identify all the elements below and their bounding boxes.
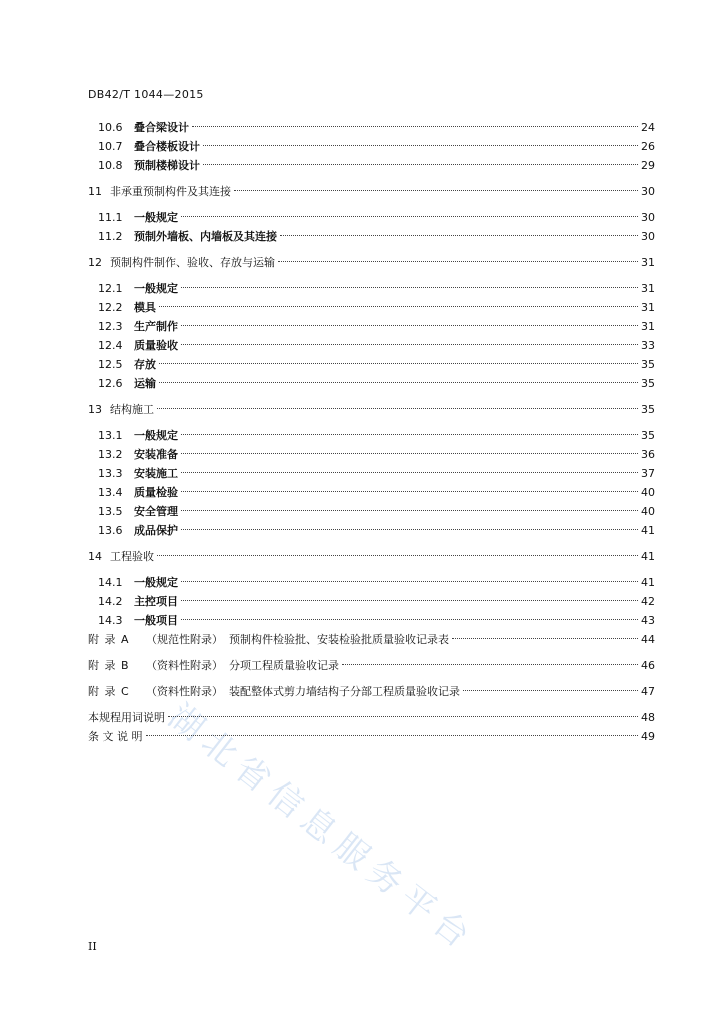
toc-entry-title: 质量验收 [134,339,178,352]
toc-dot-leader [159,363,638,364]
toc-entry-number: 13.4 [98,486,123,499]
toc-entry-title: 分项工程质量验收记录 [229,659,339,672]
toc-dot-leader [463,690,638,691]
toc-entry[interactable] [88,400,655,419]
toc-dot-leader [181,619,638,620]
toc-entry-title: 叠合楼板设计 [134,140,200,153]
toc-entry-title: 本规程用词说明 [88,711,165,724]
toc-entry-title: 一般项目 [134,614,178,627]
toc-entry[interactable] [88,727,655,746]
toc-entry-number: 12.2 [98,301,123,314]
table-of-contents [88,118,655,746]
toc-dot-leader [181,287,638,288]
toc-entry-number: 14.3 [98,614,123,627]
toc-entry[interactable] [88,708,655,727]
toc-entry-appendix-type: （资料性附录） [146,659,223,672]
toc-entry[interactable] [88,182,655,201]
toc-entry-page: 42 [641,595,655,608]
toc-entry-title: 成品保护 [134,524,178,537]
toc-entry-title: 安全管理 [134,505,178,518]
toc-dot-leader [181,216,638,217]
toc-entry-title: 主控项目 [134,595,178,608]
toc-entry-title: 结构施工 [110,403,154,416]
toc-dot-leader [234,190,638,191]
toc-dot-leader [181,529,638,530]
toc-entry[interactable] [88,118,655,137]
toc-entry-page: 30 [641,185,655,198]
toc-entry-page: 31 [641,301,655,314]
toc-entry-title: 条 文 说 明 [88,730,143,743]
toc-entry[interactable] [88,156,655,175]
toc-dot-leader [168,716,638,717]
toc-entry-page: 31 [641,320,655,333]
toc-entry[interactable] [88,355,655,374]
toc-entry-title: 工程验收 [110,550,154,563]
toc-dot-leader [181,491,638,492]
toc-entry-title: 生产制作 [134,320,178,333]
toc-entry-title: 预制外墙板、内墙板及其连接 [134,230,277,243]
toc-entry-number: 11.1 [98,211,123,224]
toc-entry-title: 一般规定 [134,429,178,442]
toc-dot-leader [181,581,638,582]
toc-entry[interactable] [88,630,655,649]
toc-entry-number: 14 [88,550,102,563]
watermark: 湖北省信息服务平台 [160,696,483,961]
toc-entry-title: 一般规定 [134,282,178,295]
toc-entry[interactable] [88,253,655,272]
toc-entry-title: 质量检验 [134,486,178,499]
toc-entry[interactable] [88,336,655,355]
toc-entry-number: 12 [88,256,102,269]
toc-entry-page: 49 [641,730,655,743]
toc-entry-number: 11 [88,185,102,198]
toc-entry-page: 24 [641,121,655,134]
toc-entry-page: 47 [641,685,655,698]
toc-entry-number: 14.1 [98,576,123,589]
toc-entry[interactable] [88,573,655,592]
page-number-footer: II [88,940,97,953]
toc-entry[interactable] [88,298,655,317]
toc-entry-page: 35 [641,377,655,390]
toc-dot-leader [181,510,638,511]
toc-entry-page: 30 [641,230,655,243]
toc-entry-page: 40 [641,505,655,518]
toc-dot-leader [146,735,639,736]
toc-entry[interactable] [88,656,655,675]
toc-entry-page: 30 [641,211,655,224]
toc-entry-title: 非承重预制构件及其连接 [110,185,231,198]
toc-entry-number: 10.6 [98,121,123,134]
toc-dot-leader [157,408,638,409]
toc-entry-number: 13 [88,403,102,416]
toc-dot-leader [203,164,638,165]
toc-entry-number: 12.5 [98,358,123,371]
toc-entry[interactable] [88,592,655,611]
toc-entry-title: 模具 [134,301,156,314]
toc-entry-appendix-type: （规范性附录） [146,633,223,646]
toc-entry-page: 36 [641,448,655,461]
toc-entry-title: 安装准备 [134,448,178,461]
toc-entry[interactable] [88,483,655,502]
toc-dot-leader [342,664,638,665]
toc-entry[interactable] [88,279,655,298]
toc-dot-leader [203,145,638,146]
toc-dot-leader [157,555,638,556]
toc-entry[interactable] [88,464,655,483]
toc-entry-page: 31 [641,256,655,269]
toc-entry-title: 预制楼梯设计 [134,159,200,172]
toc-dot-leader [278,261,638,262]
toc-entry-number: 13.5 [98,505,123,518]
toc-entry-number: 12.6 [98,377,123,390]
toc-entry-number: 12.3 [98,320,123,333]
toc-entry[interactable] [88,426,655,445]
toc-entry[interactable] [88,521,655,540]
toc-entry-page: 37 [641,467,655,480]
toc-entry[interactable] [88,227,655,246]
toc-entry[interactable] [88,611,655,630]
toc-entry-number: 附 录 C [88,685,130,698]
toc-entry-title: 预制构件检验批、安装检验批质量验收记录表 [229,633,449,646]
toc-entry-number: 附 录 A [88,633,130,646]
toc-dot-leader [280,235,638,236]
toc-entry[interactable] [88,137,655,156]
toc-entry-title: 装配整体式剪力墙结构子分部工程质量验收记录 [229,685,460,698]
toc-dot-leader [192,126,638,127]
toc-entry-title: 存放 [134,358,156,371]
toc-entry[interactable] [88,208,655,227]
toc-entry-number: 13.2 [98,448,123,461]
toc-dot-leader [181,472,638,473]
toc-entry-title: 预制构件制作、验收、存放与运输 [110,256,275,269]
document-code-header: DB42/T 1044—2015 [88,88,204,101]
toc-entry-title: 安装施工 [134,467,178,480]
toc-entry-appendix-type: （资料性附录） [146,685,223,698]
toc-entry-page: 46 [641,659,655,672]
toc-entry-number: 12.4 [98,339,123,352]
toc-dot-leader [181,434,638,435]
toc-dot-leader [181,344,638,345]
toc-entry-title: 一般规定 [134,576,178,589]
toc-entry-number: 14.2 [98,595,123,608]
toc-entry[interactable] [88,502,655,521]
toc-entry-number: 13.6 [98,524,123,537]
toc-entry-number: 10.7 [98,140,123,153]
toc-entry-page: 35 [641,403,655,416]
toc-entry-page: 35 [641,358,655,371]
toc-entry-number: 10.8 [98,159,123,172]
toc-entry-page: 29 [641,159,655,172]
toc-entry[interactable] [88,682,655,701]
toc-entry-page: 41 [641,524,655,537]
toc-entry[interactable] [88,317,655,336]
toc-entry-title: 运输 [134,377,156,390]
toc-entry-number: 13.3 [98,467,123,480]
toc-entry-page: 44 [641,633,655,646]
toc-entry-title: 一般规定 [134,211,178,224]
toc-entry-number: 13.1 [98,429,123,442]
toc-entry-page: 41 [641,576,655,589]
toc-entry[interactable] [88,547,655,566]
toc-entry-page: 26 [641,140,655,153]
toc-entry[interactable] [88,374,655,393]
toc-entry[interactable] [88,445,655,464]
toc-entry-page: 33 [641,339,655,352]
toc-entry-number: 12.1 [98,282,123,295]
toc-dot-leader [181,453,638,454]
toc-dot-leader [181,325,638,326]
toc-dot-leader [159,306,638,307]
toc-entry-page: 31 [641,282,655,295]
toc-entry-page: 40 [641,486,655,499]
toc-dot-leader [452,638,638,639]
toc-entry-title: 叠合梁设计 [134,121,189,134]
toc-entry-page: 43 [641,614,655,627]
toc-entry-number: 附 录 B [88,659,130,672]
toc-entry-page: 35 [641,429,655,442]
toc-dot-leader [159,382,638,383]
toc-entry-number: 11.2 [98,230,123,243]
toc-entry-page: 41 [641,550,655,563]
toc-entry-page: 48 [641,711,655,724]
toc-dot-leader [181,600,638,601]
